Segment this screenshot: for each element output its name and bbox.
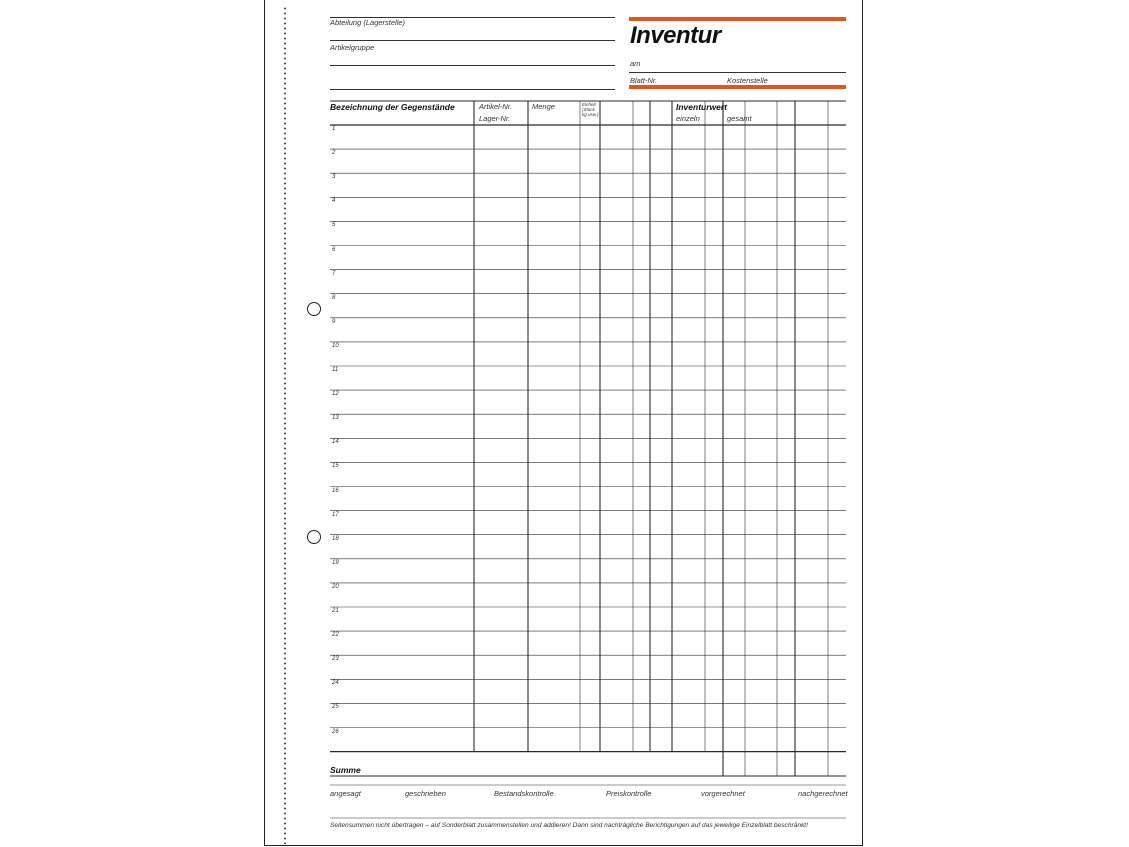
col-header-article-no: Artikel-Nr. bbox=[479, 102, 513, 111]
row-number: 11 bbox=[332, 367, 339, 373]
department-label: Abteilung (Lagerstelle) bbox=[330, 18, 406, 27]
signature-written: geschrieben bbox=[405, 789, 446, 798]
col-header-total: gesamt bbox=[727, 114, 752, 123]
col-header-description: Bezeichnung der Gegenstände bbox=[330, 102, 455, 112]
row-number: 21 bbox=[332, 608, 339, 614]
sheet-no-label: Blatt-Nr. bbox=[630, 76, 658, 85]
row-number: 24 bbox=[332, 680, 339, 687]
footer-note: Seitensummen nicht übertragen – auf Sonderblatt zusammenstellen und addieren! Dann sind nachträgliche Berichtigungen auf das jeweilige Einzelblatt beschränkt! bbox=[330, 822, 808, 829]
row-number: 10 bbox=[332, 342, 339, 349]
row-number: 8 bbox=[332, 294, 336, 301]
row-number: 9 bbox=[332, 318, 336, 325]
col-header-unit: Einheit (Stück kg usw.) bbox=[582, 102, 599, 117]
signature-stock-check: Bestandskontrolle bbox=[494, 789, 554, 798]
row-number: 1 bbox=[332, 126, 336, 132]
row-number: 3 bbox=[332, 174, 336, 181]
sum-label: Summe bbox=[330, 765, 361, 775]
row-number: 26 bbox=[332, 728, 339, 735]
form-title: Inventur bbox=[630, 22, 721, 49]
row-number: 4 bbox=[332, 198, 336, 205]
signature-recalculated: nachgerechnet bbox=[798, 789, 848, 798]
date-label: am bbox=[630, 59, 641, 68]
row-number: 19 bbox=[332, 559, 339, 566]
row-number: 13 bbox=[332, 415, 339, 422]
row-number: 2 bbox=[332, 150, 336, 157]
row-number: 5 bbox=[332, 222, 336, 229]
row-number: 16 bbox=[332, 487, 339, 494]
row-number: 14 bbox=[332, 439, 339, 446]
col-header-storage-no: Lager-Nr. bbox=[479, 114, 511, 123]
row-number: 6 bbox=[332, 246, 336, 253]
row-number: 25 bbox=[332, 704, 339, 711]
signature-price-check: Preiskontrolle bbox=[606, 789, 652, 798]
signature-precalculated: vorgerechnet bbox=[701, 789, 745, 798]
row-number: 15 bbox=[332, 463, 339, 470]
row-number: 12 bbox=[332, 391, 339, 398]
row-number: 17 bbox=[332, 511, 339, 518]
col-header-inventory-value: Inventurwert bbox=[676, 102, 728, 112]
row-number: 22 bbox=[332, 632, 339, 639]
row-number: 23 bbox=[332, 656, 339, 663]
cost-center-label: Kostenstelle bbox=[727, 76, 768, 85]
row-number: 20 bbox=[332, 583, 339, 590]
row-number: 18 bbox=[332, 535, 339, 542]
signature-announced: angesagt bbox=[330, 789, 361, 798]
article-group-label: Artikelgruppe bbox=[330, 43, 375, 52]
col-header-single: einzeln bbox=[676, 114, 700, 123]
col-header-quantity: Menge bbox=[532, 102, 555, 111]
row-number: 7 bbox=[332, 270, 336, 277]
